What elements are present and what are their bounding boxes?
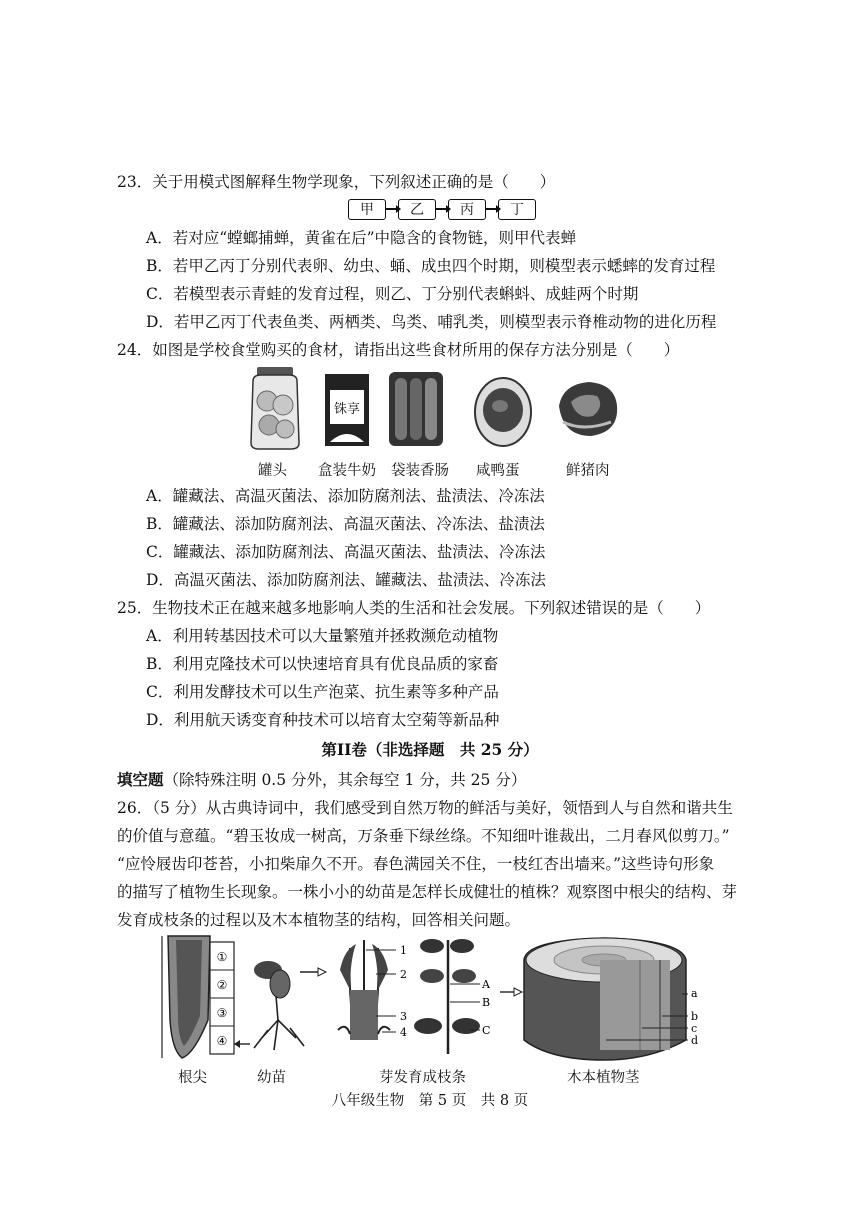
food-caption-pork: 鲜猪肉: [566, 463, 610, 479]
q24-option-a: A．罐藏法、高温灭菌法、添加防腐剂法、盐渍法、冷冻法: [146, 487, 545, 505]
stem-label-b: b: [691, 1010, 699, 1023]
page-footer: 八年级生物 第 5 页 共 8 页: [331, 1093, 529, 1109]
root-label-4: ④: [216, 1034, 228, 1048]
q23-option-a: A．若对应“螳螂捕蝉，黄雀在后”中隐含的食物链，则甲代表蝉: [146, 229, 577, 247]
branch-label-b: B: [482, 996, 491, 1009]
food-caption-sausage: 袋装香肠: [391, 463, 449, 479]
q23-stem: 23．关于用模式图解释生物学现象，下列叙述正确的是（ ）: [117, 173, 556, 191]
fresh-pork-image: [553, 376, 623, 442]
q24-option-d: D．高温灭菌法、添加防腐剂法、罐藏法、盐渍法、冷冻法: [146, 571, 546, 589]
q23-chain-diagram: [348, 197, 536, 221]
milk-brand-text: 铢享: [333, 402, 361, 417]
q23-option-b: B．若甲乙丙丁分别代表卵、幼虫、蛹、成虫四个时期，则模型表示蟋蟀的发育过程: [146, 257, 716, 275]
fill-in-instructions: [117, 770, 526, 790]
fill-label: 填空题: [117, 770, 164, 789]
q25-option-d: D．利用航天诱变育种技术可以培育太空菊等新品种: [146, 711, 500, 729]
q25-stem: 25．生物技术正在越来越多地影响人类的生活和社会发展。下列叙述错误的是（ ）: [117, 599, 711, 617]
bud-label-2: 2: [400, 968, 407, 981]
stem-label-d: d: [691, 1034, 699, 1047]
branch-diagram: [414, 939, 491, 1054]
chain-box-1: 甲: [348, 199, 386, 220]
chain-arrow-icon: [436, 208, 448, 210]
bud-label-3: 3: [400, 1010, 407, 1023]
section-title: 第II卷（非选择题 共 25 分）: [321, 740, 539, 759]
caption-bud-to-branch: 芽发育成枝条: [379, 1070, 466, 1086]
sausage-pack-image: [385, 368, 447, 450]
fill-note: （除特殊注明 0.5 分外，其余每空 1 分，共 25 分）: [163, 771, 527, 789]
branch-label-c: C: [482, 1024, 491, 1037]
q25-option-a: A．利用转基因技术可以大量繁殖并拯救濒危动植物: [146, 627, 499, 645]
woody-stem-diagram: [524, 938, 698, 1060]
q26-line-3: “应怜屐齿印苍苔，小扣柴扉久不开。春色满园关不住，一枝红杏出墙来。”这些诗句形象: [117, 855, 715, 873]
food-caption-can: 罐头: [258, 463, 287, 479]
root-label-2: ②: [216, 978, 228, 992]
chain-arrow-icon: [486, 208, 498, 210]
root-label-1: ①: [216, 950, 228, 964]
q25-option-c: C．利用发酵技术可以生产泡菜、抗生素等多种产品: [146, 683, 499, 701]
canned-food-jar-image: [247, 365, 303, 451]
food-caption-egg: 咸鸭蛋: [476, 463, 520, 479]
stem-label-a: a: [691, 987, 698, 1000]
caption-woody-stem: 木本植物茎: [567, 1070, 640, 1086]
bud-label-4: 4: [400, 1026, 407, 1039]
chain-box-4: 丁: [498, 199, 536, 220]
seedling-diagram: [234, 961, 304, 1050]
caption-root-tip: 根尖: [178, 1070, 207, 1086]
q24-option-c: C．罐藏法、添加防腐剂法、高温灭菌法、盐渍法、冷冻法: [146, 543, 546, 561]
bud-label-1: 1: [400, 944, 407, 957]
root-tip-diagram: [162, 936, 234, 1058]
chain-arrow-icon: [386, 208, 398, 210]
food-caption-milk: 盒装牛奶: [318, 463, 376, 479]
q23-option-c: C．若模型表示青蛙的发育过程，则乙、丁分别代表蝌蚪、成蛙两个时期: [146, 285, 639, 303]
plant-growth-figure: [150, 930, 710, 1065]
branch-label-a: A: [482, 978, 490, 991]
root-label-3: ③: [216, 1006, 228, 1020]
caption-seedling: 幼苗: [257, 1070, 286, 1086]
bud-diagram: [338, 940, 407, 1040]
q23-option-d: D．若甲乙丙丁代表鱼类、两栖类、鸟类、哺乳类，则模型表示脊椎动物的进化历程: [146, 313, 717, 331]
q25-option-b: B．利用克隆技术可以快速培育具有优良品质的家畜: [146, 655, 499, 673]
stem-label-c: c: [691, 1022, 698, 1035]
chain-box-3: 丙: [448, 199, 486, 220]
q26-line-2: 的价值与意蕴。“碧玉妆成一树高，万条垂下绿丝绦。不知细叶谁裁出，二月春风似剪刀。”: [117, 827, 730, 845]
q24-stem: 24．如图是学校食堂购买的食材，请指出这些食材所用的保存方法分别是（ ）: [117, 341, 680, 359]
q24-option-b: B．罐藏法、添加防腐剂法、高温灭菌法、冷冻法、盐渍法: [146, 515, 545, 533]
q26-line-5: 发育成枝条的过程以及木本植物茎的结构，回答相关问题。: [117, 911, 521, 929]
chain-box-2: 乙: [398, 199, 436, 220]
q26-line-1: 26．（5 分）从古典诗词中，我们感受到自然万物的鲜活与美好，领悟到人与自然和谐共生: [117, 799, 733, 817]
q26-line-4: 的描写了植物生长现象。一株小小的幼苗是怎样长成健壮的植株？观察图中根尖的结构、芽: [117, 883, 738, 901]
milk-carton-image: [322, 372, 372, 448]
salted-duck-egg-image: [470, 370, 536, 450]
